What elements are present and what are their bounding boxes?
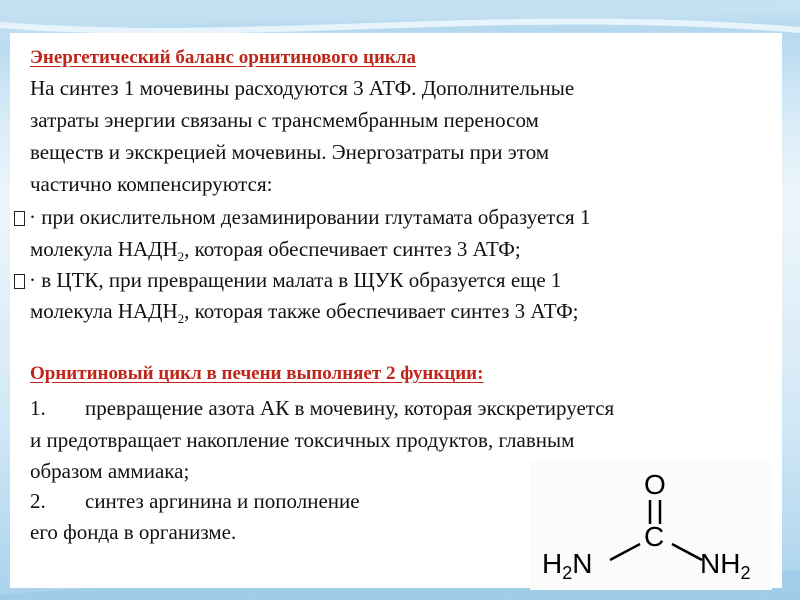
amine-left-label: $H_2N$ bbox=[542, 548, 593, 583]
list-item-2-cont: его фонда в организме. bbox=[30, 520, 237, 544]
oxygen-label: O bbox=[644, 469, 666, 500]
bullet-item-glutamate: · при окислительном дезаминировании глутамата образуется 1 bbox=[14, 202, 590, 232]
amine-right-label: $NH_2$ bbox=[700, 548, 751, 583]
bullet-box-icon bbox=[14, 274, 25, 289]
list-item-2: 2. синтез аргинина и пополнение bbox=[30, 489, 360, 513]
urea-structure-diagram bbox=[530, 462, 772, 590]
paragraph-line: затраты энергии связаны с трансмембранным переносом bbox=[30, 108, 539, 132]
carbon-label: C bbox=[644, 521, 665, 552]
paragraph-line: частично компенсируются: bbox=[30, 172, 273, 196]
bullet-item-malate: · в ЦТК, при превращении малата в ЩУК образуется еще 1 bbox=[14, 265, 561, 295]
section-title-functions: Орнитиновый цикл в печени выполняет 2 функции: bbox=[30, 363, 484, 384]
paragraph-line: веществ и экскрецией мочевины. Энергозатраты при этом bbox=[30, 140, 550, 164]
paragraph-line: На синтез 1 мочевины расходуются 3 АТФ. Дополнительные bbox=[30, 76, 575, 100]
urea-structure bbox=[530, 462, 772, 590]
bullet-box-icon bbox=[14, 211, 25, 226]
bullet-item-glutamate-cont: молекула $НАДН_2$, которая обеспечивает синтез 3 АТФ; bbox=[30, 237, 521, 265]
list-item-1-cont: образом аммиака; bbox=[30, 459, 190, 483]
list-item-1: 1. превращение азота АК в мочевину, которая экскретируется bbox=[30, 396, 615, 420]
bullet-item-malate-cont: молекула $НАДН_2$, которая также обеспечивает синтез 3 АТФ; bbox=[30, 299, 579, 327]
list-item-1-cont: и предотвращает накопление токсичных продуктов, главным bbox=[30, 428, 575, 452]
section-title-energy-balance: Энергетический баланс орнитинового цикла bbox=[30, 47, 417, 68]
